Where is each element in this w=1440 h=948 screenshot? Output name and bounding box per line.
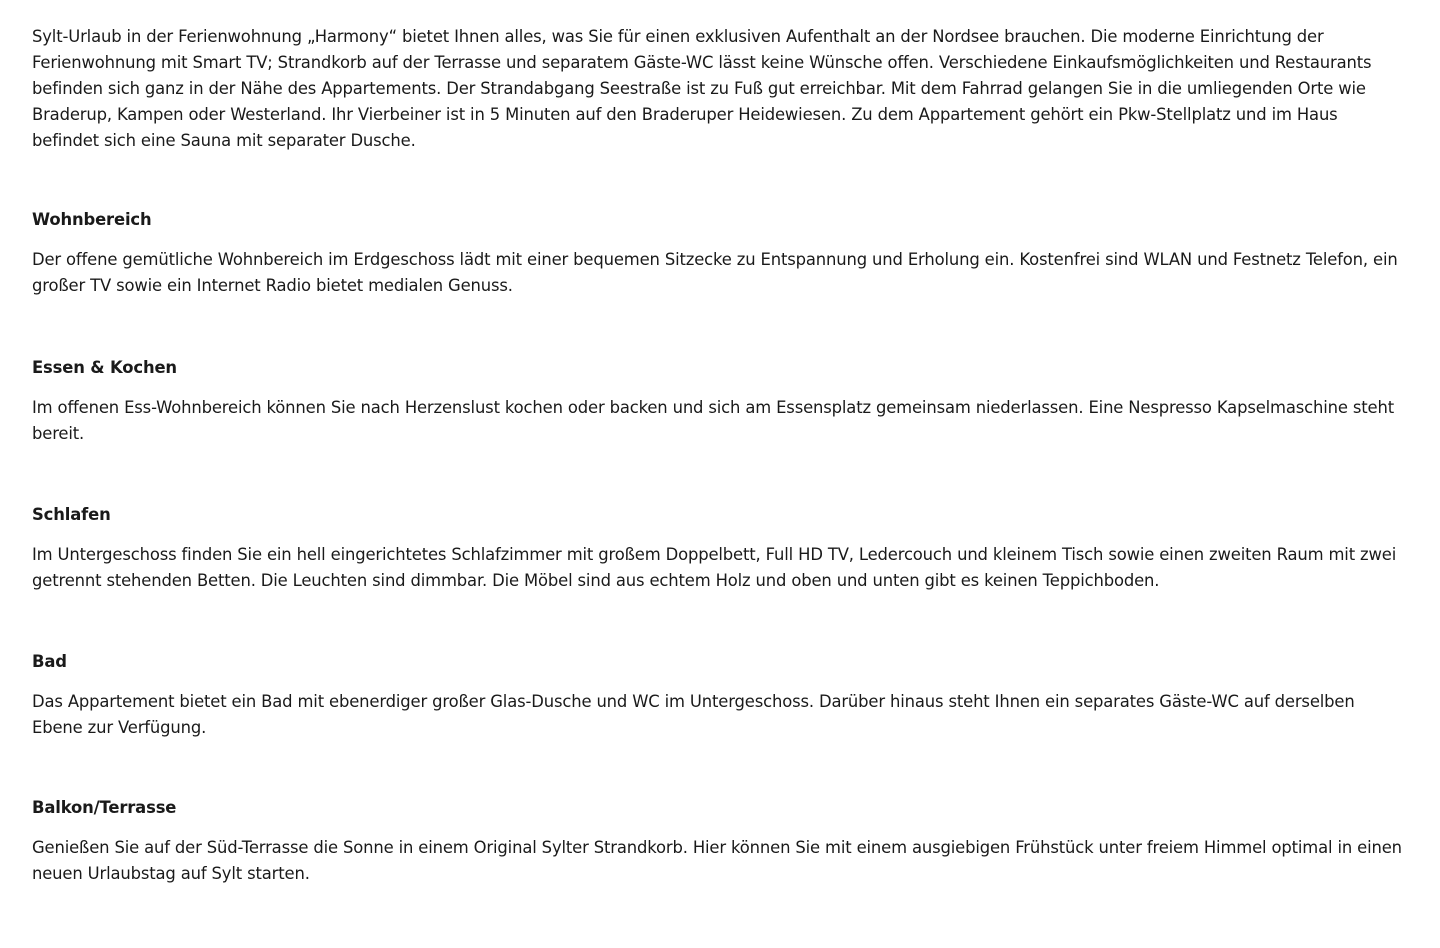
section-text: Genießen Sie auf der Süd-Terrasse die Sonne in einem Original Sylter Strandkorb. Hier können Sie mit einem ausgiebigen Frühstück unter freiem Himmel optimal in einen neuen Urlaubstag auf Sylt starten. [32,838,1402,883]
section-heading: Balkon/Terrasse [32,798,177,817]
section-heading: Wohnbereich [32,210,152,229]
section-text: Das Appartement bietet ein Bad mit ebenerdiger großer Glas-Dusche und WC im Untergeschoss. Darüber hinaus steht Ihnen ein separates Gäste-WC auf derselben Ebene zur Verfügung. [32,692,1355,737]
section-text: Im Untergeschoss finden Sie ein hell eingerichtetes Schlafzimmer mit großem Doppelbett, Full HD TV, Ledercouch und kleinem Tisch sowie einen zweiten Raum mit zwei getrennt stehenden Betten. Die Leuchten sind dimmbar. Die Möbel sind aus echtem Holz und oben und unten gibt es keinen Teppichboden. [32,545,1397,590]
section-text: Im offenen Ess-Wohnbereich können Sie nach Herzenslust kochen oder backen und sich am Essensplatz gemeinsam niederlassen. Eine Nespresso Kapselmaschine steht bereit. [32,398,1395,443]
section-bad [32,649,1402,741]
intro-block [32,24,1408,154]
section-text: Der offene gemütliche Wohnbereich im Erdgeschoss lädt mit einer bequemen Sitzecke zu Entspannung und Erholung ein. Kostenfrei sind WLAN und Festnetz Telefon, ein großer TV sowie ein Internet Radio bietet medialen Genuss. [32,250,1398,295]
section-heading: Essen & Kochen [32,358,177,377]
section-heading: Schlafen [32,505,111,524]
section-balkon-terrasse [32,795,1402,887]
section-schlafen [32,502,1402,594]
section-heading: Bad [32,652,67,671]
section-wohnbereich [32,207,1402,299]
section-essen-kochen [32,355,1402,447]
intro-paragraph: Sylt-Urlaub in der Ferienwohnung „Harmony“ bietet Ihnen alles, was Sie für einen exklusiven Aufenthalt an der Nordsee brauchen. Die moderne Einrichtung der Ferienwohnung mit Smart TV; Strandkorb auf der Terrasse und separatem Gäste-WC lässt keine Wünsche offen. Verschiedene Einkaufsmöglichkeiten und Restaurants befinden sich ganz in der Nähe des Appartements. Der Strandabgang Seestraße ist zu Fuß gut erreichbar. Mit dem Fahrrad gelangen Sie in die umliegenden Orte wie Braderup, Kampen oder Westerland. Ihr Vierbeiner ist in 5 Minuten auf den Braderuper Heidewiesen. Zu dem Appartement gehört ein Pkw-Stellplatz und im Haus befindet sich eine Sauna mit separater Dusche. [32,27,1372,150]
